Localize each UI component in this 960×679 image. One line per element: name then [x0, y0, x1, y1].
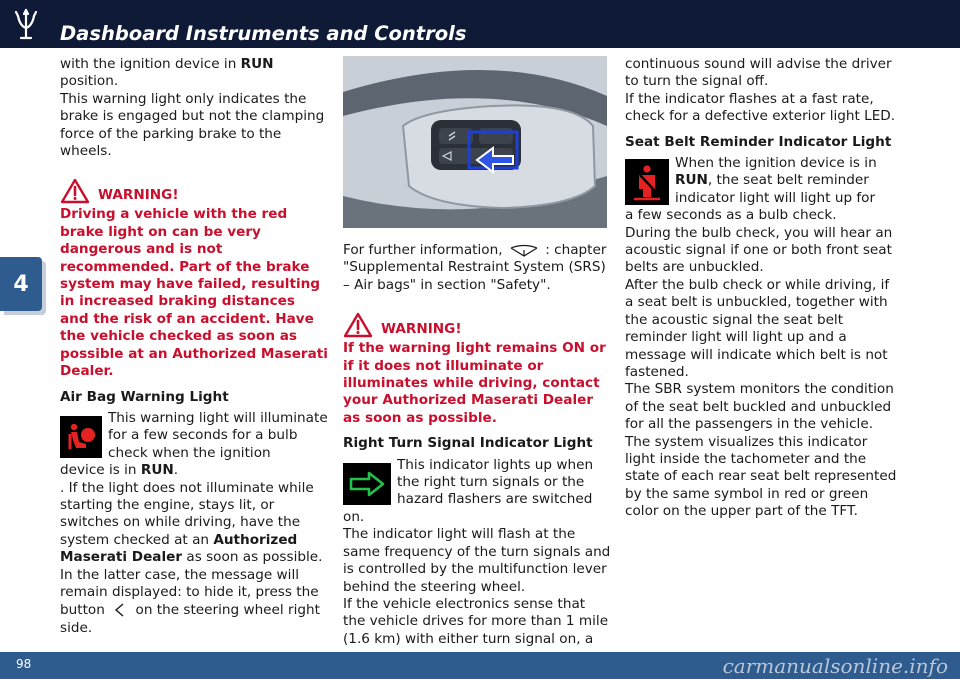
- turn-continued-1: continuous sound will advise the driver to turn the signal off.: [625, 56, 892, 90]
- chevron-left-icon: [109, 601, 131, 619]
- seatbelt-continued: a few seconds as a bulb check.: [625, 207, 837, 224]
- warning-triangle-icon: [60, 178, 90, 204]
- airbag-continued: device is in RUN.: [60, 462, 179, 479]
- page-footer: [0, 652, 960, 679]
- seatbelt-side-text: When the ignition device is in RUN, the seat belt reminder indicator light will light up for: [675, 155, 877, 206]
- column-1: [60, 56, 328, 637]
- page-header: [0, 0, 960, 48]
- airbag-heading: Air Bag Warning Light: [60, 388, 229, 405]
- steering-wheel-image: [343, 56, 607, 228]
- warning-triangle-icon: [343, 312, 373, 338]
- turn-signal-heading: Right Turn Signal Indicator Light: [343, 435, 593, 452]
- warning-heading: WARNING!: [60, 178, 328, 204]
- brake-paragraph: This warning light only indicates the brake is engaged but not the clamping force of the parking brake to the wheels.: [60, 90, 325, 160]
- further-info-text: For further information, : chapter "Supplemental Restraint System (SRS) – Air bags" in section "Safety".: [343, 242, 607, 293]
- turn-indicator-row: [343, 457, 611, 509]
- trident-logo-icon: [8, 6, 44, 42]
- after-check-paragraph: After the bulb check or while driving, if a seat belt is unbuckled, together with the acoustic signal the seat belt reminder light will light up and a message will indicate which belt is not fastened.: [625, 276, 890, 380]
- airbag-indicator-row: [60, 410, 328, 462]
- watermark-text: carmanualsonline.info: [722, 654, 948, 678]
- bulb-check-paragraph: During the bulb check, you will hear an acoustic signal if one or both front seat belts are unbuckled.: [625, 224, 893, 276]
- airbag-warning-icon: [60, 416, 102, 458]
- turn-continued: on.: [343, 508, 365, 525]
- warning-text: Driving a vehicle with the red brake light on can be very dangerous and is not recommended. Part of the brake system may have failed, resulting in increased braking distances and the risk of an accident. Have the vehicle checked as soon as possible at an Authorized Maserati Dealer.: [60, 206, 328, 380]
- column-2: [343, 56, 611, 648]
- warning-text-2: If the warning light remains ON or if it does not illuminate or illuminates while driving, contact your Authorized Maserati Dealer as soon as possible.: [343, 340, 606, 426]
- column-3: [625, 56, 897, 521]
- page-number: 98: [16, 657, 32, 671]
- turn-paragraph-2: The indicator light will flash at the same frequency of the turn signals and is controlled by the multifunction lever behind the steering wheel.: [343, 526, 611, 595]
- manual-book-icon: [507, 242, 541, 258]
- warning-heading-2: WARNING!: [343, 312, 611, 338]
- right-turn-arrow-icon: [343, 463, 391, 505]
- steering-wheel-illustration: [343, 56, 607, 228]
- seatbelt-reminder-icon: [625, 159, 669, 205]
- sbr-paragraph: The SBR system monitors the condition of the seat belt buckled and unbuckled for all the passengers in the vehicle.: [625, 381, 894, 433]
- airbag-paragraph-3: In the latter case, the message will remain displayed: to hide it, press the button on the steering wheel right side.: [60, 566, 320, 636]
- turn-paragraph-3: If the vehicle electronics sense that the vehicle drives for more than 1 mile (1.6 km) with either turn signal on, a: [343, 595, 609, 647]
- airbag-paragraph-2: . If the light does not illuminate while starting the engine, stays lit, or switches on while driving, have the system checked at an Authorized Maserati Dealer as soon as possible.: [60, 479, 323, 566]
- intro-text: with the ignition device in RUN position.: [60, 56, 274, 90]
- turn-continued-2: If the indicator flashes at a fast rate, check for a defective exterior light LED.: [625, 90, 896, 125]
- airbag-side-text: This warning light will illuminate for a few seconds for a bulb check when the ignition: [108, 409, 328, 461]
- chapter-tab[interactable]: 4: [0, 257, 42, 311]
- seatbelt-heading: Seat Belt Reminder Indicator Light: [625, 133, 892, 150]
- page-title: Dashboard Instruments and Controls: [60, 22, 467, 45]
- seatbelt-indicator-row: [625, 155, 897, 207]
- turn-side-text: This indicator lights up when the right turn signals or the hazard flashers are switched: [397, 456, 594, 508]
- visualize-paragraph: The system visualizes this indicator light inside the tachometer and the state of each rear seat belt represented by the same symbol in red or green color on the upper part of the TFT.: [625, 433, 897, 520]
